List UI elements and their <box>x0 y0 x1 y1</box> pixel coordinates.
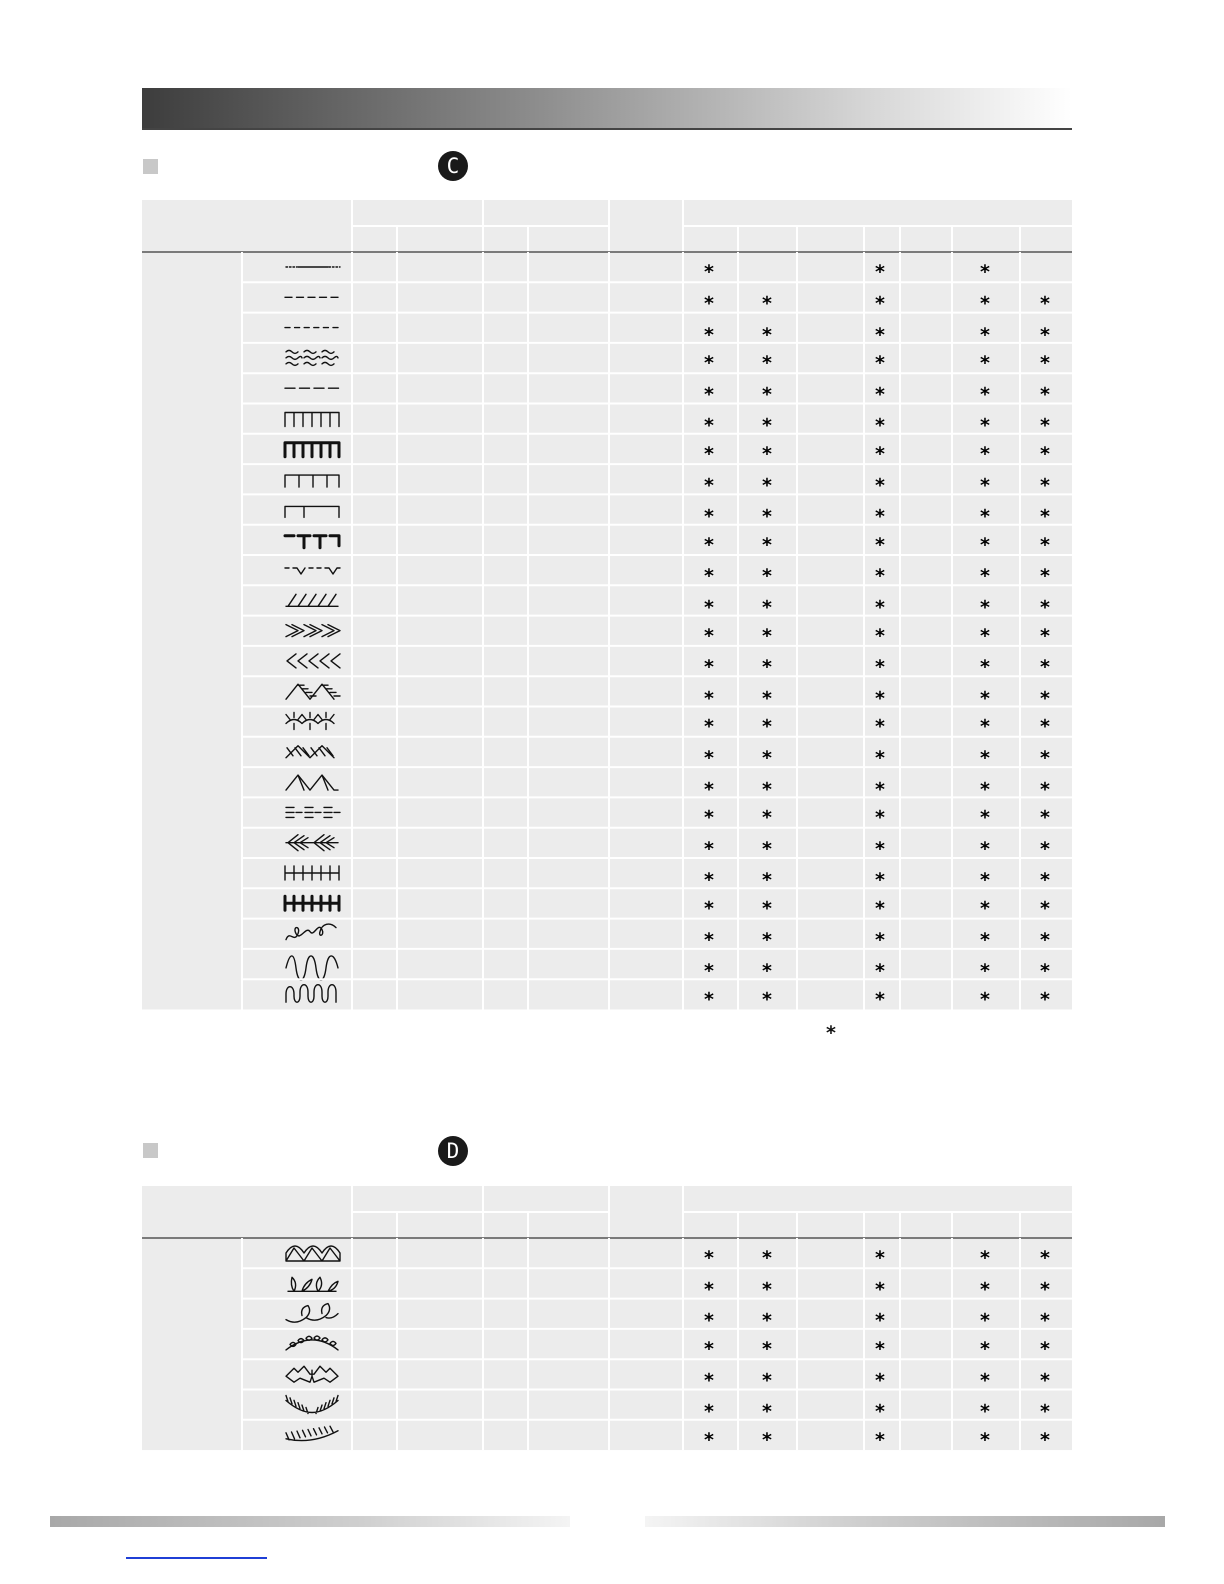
mark-star: * <box>762 656 772 679</box>
mark-star: * <box>1040 988 1050 1011</box>
mark-star: * <box>1040 928 1050 951</box>
mark-star: * <box>875 292 885 315</box>
section-c-badge: C <box>438 151 468 181</box>
mark-star: * <box>1040 746 1050 769</box>
mark-star: * <box>980 1400 990 1423</box>
mark-star: * <box>980 1338 990 1361</box>
mark-star: * <box>762 988 772 1011</box>
pattern-table-d <box>142 1186 1072 1450</box>
comb-bold-stitch-icon <box>285 443 339 457</box>
mark-star: * <box>875 837 885 860</box>
mark-star: * <box>762 596 772 619</box>
mark-star: * <box>704 960 714 983</box>
mark-star: * <box>980 687 990 710</box>
mark-star: * <box>704 323 714 346</box>
mark-star: * <box>704 1428 714 1451</box>
mark-star: * <box>1040 1278 1050 1301</box>
section-d-badge: D <box>438 1136 468 1166</box>
mark-star: * <box>1040 596 1050 619</box>
mark-star: * <box>762 1309 772 1332</box>
mark-star: * <box>1040 897 1050 920</box>
mark-star: * <box>980 988 990 1011</box>
mark-star: * <box>980 897 990 920</box>
mark-star: * <box>1040 960 1050 983</box>
mark-star: * <box>980 261 990 284</box>
mark-star: * <box>762 1338 772 1361</box>
mark-star: * <box>762 383 772 406</box>
mark-star: * <box>875 1278 885 1301</box>
mark-star: * <box>704 1309 714 1332</box>
mark-star: * <box>762 687 772 710</box>
mark-star: * <box>875 806 885 829</box>
mark-star: * <box>980 565 990 588</box>
footer-link[interactable] <box>126 1557 267 1559</box>
mark-star: * <box>1040 383 1050 406</box>
mark-star: * <box>1040 1247 1050 1270</box>
mark-star: * <box>762 715 772 738</box>
mark-star: * <box>875 715 885 738</box>
mark-star: * <box>704 383 714 406</box>
mark-star: * <box>704 928 714 951</box>
mark-star: * <box>704 442 714 465</box>
mark-star: * <box>980 442 990 465</box>
mark-star: * <box>875 352 885 375</box>
mark-star: * <box>1040 715 1050 738</box>
mark-star: * <box>704 656 714 679</box>
mark-star: * <box>762 806 772 829</box>
mark-star: * <box>704 988 714 1011</box>
mark-star: * <box>980 1247 990 1270</box>
mark-star: * <box>875 960 885 983</box>
mark-star: * <box>875 988 885 1011</box>
mark-star: * <box>1040 1428 1050 1451</box>
mark-star: * <box>980 778 990 801</box>
mark-star: * <box>1040 1309 1050 1332</box>
mark-star: * <box>704 533 714 556</box>
mark-star: * <box>980 474 990 497</box>
mark-star: * <box>980 383 990 406</box>
mark-star: * <box>980 715 990 738</box>
mark-star: * <box>980 746 990 769</box>
mark-star: * <box>1040 533 1050 556</box>
mark-star: * <box>1040 442 1050 465</box>
mark-star: * <box>704 596 714 619</box>
mark-star: * <box>980 837 990 860</box>
mark-star: * <box>875 869 885 892</box>
mark-star: * <box>762 837 772 860</box>
mark-star: * <box>762 746 772 769</box>
footer-bar-left <box>50 1516 570 1527</box>
mark-star: * <box>762 533 772 556</box>
mark-star: * <box>980 960 990 983</box>
mark-star: * <box>875 1428 885 1451</box>
mark-star: * <box>875 596 885 619</box>
mark-star: * <box>704 806 714 829</box>
mark-star: * <box>762 960 772 983</box>
mark-star: * <box>1040 323 1050 346</box>
mark-star: * <box>875 565 885 588</box>
mark-star: * <box>704 414 714 437</box>
mark-star: * <box>980 1369 990 1392</box>
mark-star: * <box>980 1428 990 1451</box>
mark-star: * <box>875 656 885 679</box>
mark-star: * <box>1040 505 1050 528</box>
mark-star: * <box>704 565 714 588</box>
mark-star: * <box>980 1278 990 1301</box>
mark-star: * <box>762 474 772 497</box>
mark-star: * <box>875 624 885 647</box>
mark-star: * <box>875 687 885 710</box>
mark-star: * <box>1040 414 1050 437</box>
mark-star: * <box>762 1278 772 1301</box>
mark-star: * <box>762 1247 772 1270</box>
mark-star: * <box>980 533 990 556</box>
mark-star: * <box>980 624 990 647</box>
mark-star: * <box>762 778 772 801</box>
mark-star: * <box>762 414 772 437</box>
mark-star: * <box>704 1369 714 1392</box>
mark-star: * <box>762 352 772 375</box>
mark-star: * <box>1040 565 1050 588</box>
mark-star: * <box>980 505 990 528</box>
mark-star: * <box>1040 1338 1050 1361</box>
mark-star: * <box>704 292 714 315</box>
mark-star: * <box>704 869 714 892</box>
mark-star: * <box>704 715 714 738</box>
mark-star: * <box>762 624 772 647</box>
mark-star: * <box>875 928 885 951</box>
footnote-star: * <box>826 1022 836 1044</box>
mark-star: * <box>704 352 714 375</box>
mark-star: * <box>875 1369 885 1392</box>
mark-star: * <box>875 533 885 556</box>
footer-bar-right <box>645 1516 1165 1527</box>
mark-star: * <box>980 1309 990 1332</box>
mark-star: * <box>875 1400 885 1423</box>
mark-star: * <box>762 1400 772 1423</box>
mark-star: * <box>704 746 714 769</box>
mark-star: * <box>762 869 772 892</box>
mark-star: * <box>704 1400 714 1423</box>
mark-star: * <box>762 1428 772 1451</box>
mark-star: * <box>704 505 714 528</box>
mark-star: * <box>980 806 990 829</box>
mark-star: * <box>762 292 772 315</box>
mark-star: * <box>1040 806 1050 829</box>
mark-star: * <box>1040 624 1050 647</box>
mark-star: * <box>762 565 772 588</box>
mark-star: * <box>875 746 885 769</box>
mark-star: * <box>980 414 990 437</box>
mark-star: * <box>704 624 714 647</box>
mark-star: * <box>875 383 885 406</box>
mark-star: * <box>875 474 885 497</box>
mark-star: * <box>875 778 885 801</box>
mark-star: * <box>704 687 714 710</box>
mark-star: * <box>875 261 885 284</box>
ladder-bold-stitch-icon <box>285 896 339 910</box>
mark-star: * <box>1040 869 1050 892</box>
mark-star: * <box>875 442 885 465</box>
pattern-table-c <box>142 200 1072 1010</box>
mark-star: * <box>762 897 772 920</box>
mark-star: * <box>980 656 990 679</box>
mark-star: * <box>875 1338 885 1361</box>
mark-star: * <box>762 323 772 346</box>
mark-star: * <box>1040 474 1050 497</box>
mark-star: * <box>704 837 714 860</box>
mark-star: * <box>980 352 990 375</box>
mark-star: * <box>704 1278 714 1301</box>
mark-star: * <box>875 414 885 437</box>
mark-star: * <box>1040 656 1050 679</box>
mark-star: * <box>762 928 772 951</box>
mark-star: * <box>1040 292 1050 315</box>
section-c-marker <box>143 159 158 174</box>
mark-star: * <box>875 897 885 920</box>
section-d-marker <box>143 1143 158 1158</box>
mark-star: * <box>980 323 990 346</box>
mark-star: * <box>704 474 714 497</box>
mark-star: * <box>980 292 990 315</box>
mark-star: * <box>704 261 714 284</box>
mark-star: * <box>875 1247 885 1270</box>
page-header-bar <box>142 88 1072 130</box>
mark-star: * <box>875 505 885 528</box>
mark-star: * <box>1040 1400 1050 1423</box>
mark-star: * <box>1040 1369 1050 1392</box>
mark-star: * <box>704 1247 714 1270</box>
mark-star: * <box>1040 778 1050 801</box>
mark-star: * <box>980 596 990 619</box>
mark-star: * <box>704 778 714 801</box>
mark-star: * <box>1040 352 1050 375</box>
mark-star: * <box>1040 687 1050 710</box>
mark-star: * <box>875 323 885 346</box>
mark-star: * <box>762 1369 772 1392</box>
mark-star: * <box>762 442 772 465</box>
mark-star: * <box>704 1338 714 1361</box>
mark-star: * <box>1040 837 1050 860</box>
mark-star: * <box>875 1309 885 1332</box>
mark-star: * <box>980 869 990 892</box>
mark-star: * <box>704 897 714 920</box>
mark-star: * <box>762 505 772 528</box>
mark-star: * <box>980 928 990 951</box>
